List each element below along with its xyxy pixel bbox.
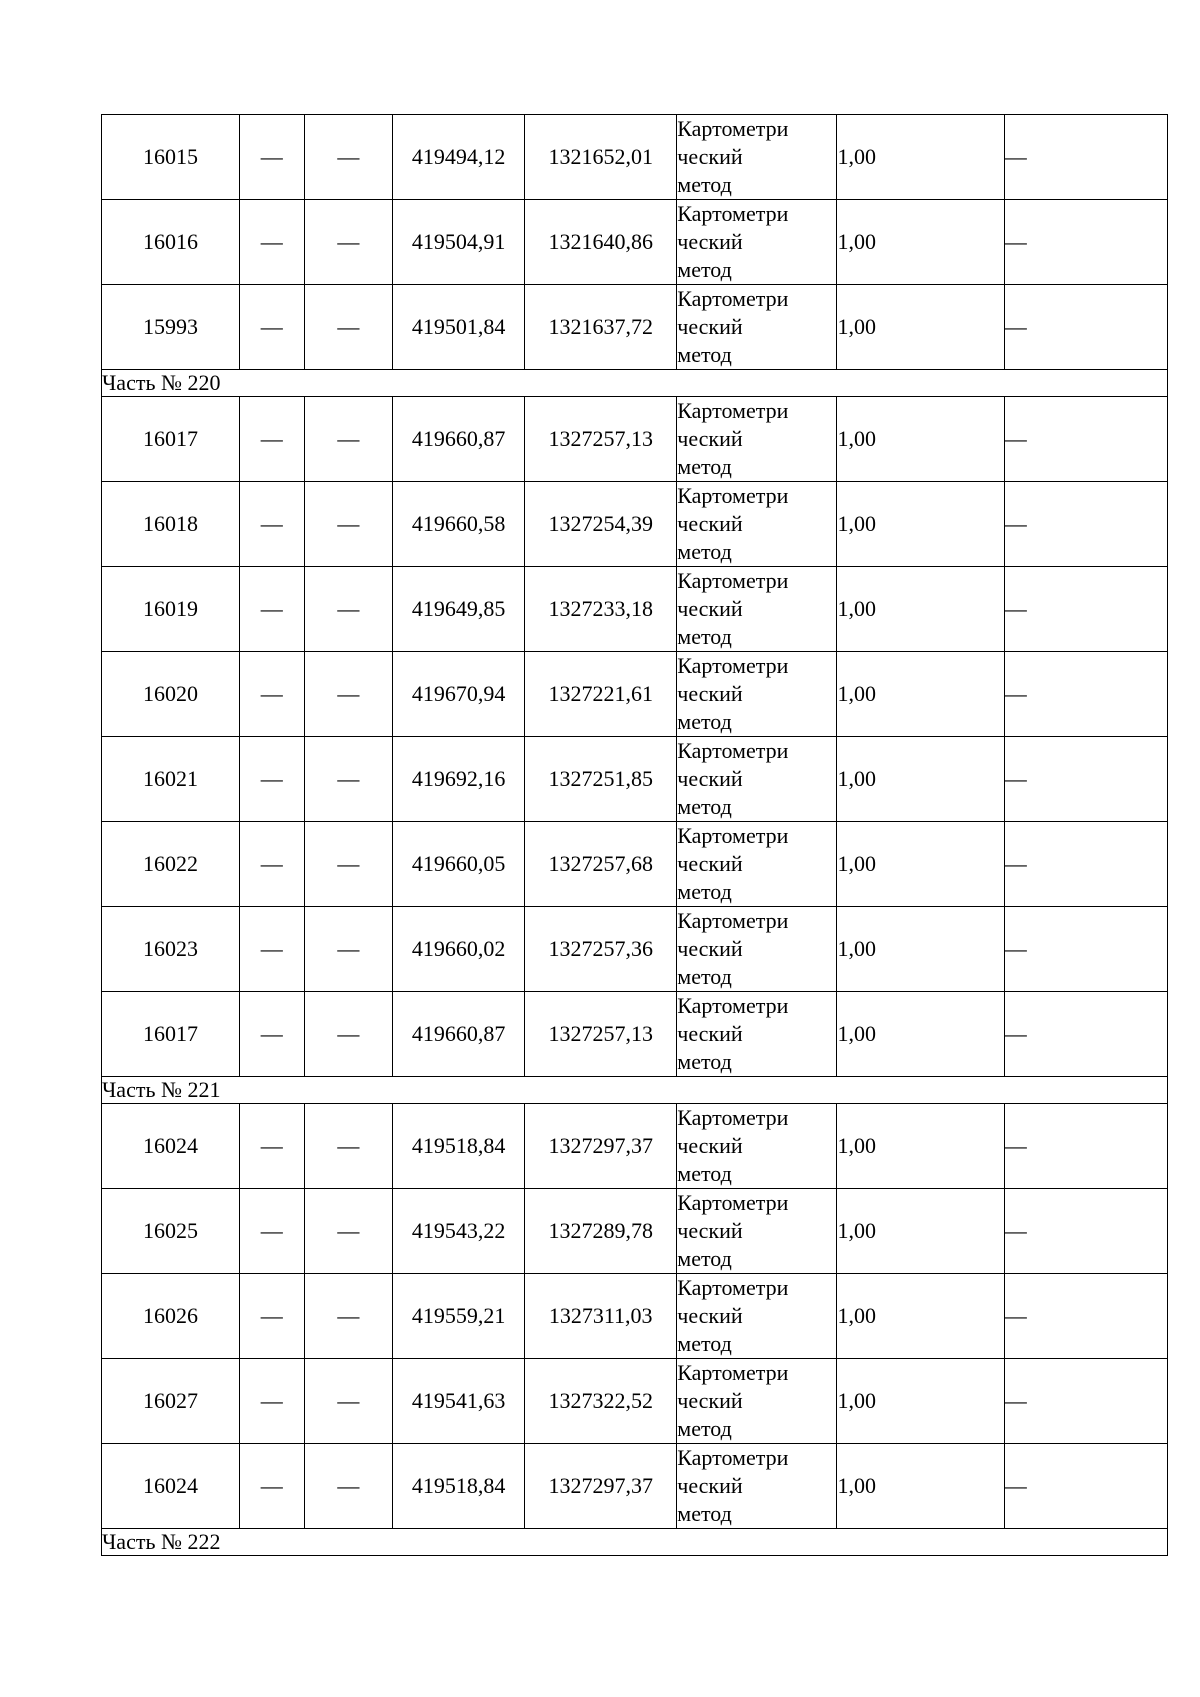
point-number: 16016 bbox=[102, 200, 240, 285]
coord-y: 1327289,78 bbox=[525, 1189, 677, 1274]
method-text: метод bbox=[677, 964, 732, 989]
empty-y-cell: — bbox=[304, 1359, 393, 1444]
empty-y-cell: — bbox=[304, 652, 393, 737]
method-text: метод bbox=[677, 257, 732, 282]
method-cell bbox=[677, 907, 837, 992]
description-cell: — bbox=[1004, 115, 1167, 200]
method-cell bbox=[677, 822, 837, 907]
empty-y-cell: — bbox=[304, 907, 393, 992]
coord-y: 1321640,86 bbox=[525, 200, 677, 285]
empty-x-cell: — bbox=[240, 1104, 304, 1189]
method-text: метод bbox=[677, 879, 732, 904]
description-cell: — bbox=[1004, 1104, 1167, 1189]
precision-value: 1,00 bbox=[837, 1104, 1004, 1189]
table-row bbox=[102, 1274, 1168, 1359]
table-row bbox=[102, 115, 1168, 200]
point-number: 16018 bbox=[102, 482, 240, 567]
coord-y: 1321637,72 bbox=[525, 285, 677, 370]
empty-x-cell: — bbox=[240, 397, 304, 482]
coord-x: 419559,21 bbox=[393, 1274, 525, 1359]
description-cell: — bbox=[1004, 822, 1167, 907]
method-text: метод bbox=[677, 709, 732, 734]
description-cell: — bbox=[1004, 1444, 1167, 1529]
part-label: Часть № 222 bbox=[102, 1529, 1168, 1556]
precision-value: 1,00 bbox=[837, 1444, 1004, 1529]
coord-y: 1327257,68 bbox=[525, 822, 677, 907]
coord-x: 419660,02 bbox=[393, 907, 525, 992]
empty-x-cell: — bbox=[240, 482, 304, 567]
precision-value: 1,00 bbox=[837, 285, 1004, 370]
point-number: 16020 bbox=[102, 652, 240, 737]
empty-x-cell: — bbox=[240, 652, 304, 737]
method-text: ческий bbox=[677, 229, 743, 254]
coord-x: 419660,87 bbox=[393, 992, 525, 1077]
empty-y-cell: — bbox=[304, 737, 393, 822]
method-text: ческий bbox=[677, 314, 743, 339]
method-cell bbox=[677, 1274, 837, 1359]
table-row bbox=[102, 1444, 1168, 1529]
coord-x: 419541,63 bbox=[393, 1359, 525, 1444]
description-cell: — bbox=[1004, 567, 1167, 652]
method-cell bbox=[677, 1189, 837, 1274]
coord-x: 419660,05 bbox=[393, 822, 525, 907]
method-text: ческий bbox=[677, 1303, 743, 1328]
coord-x: 419660,87 bbox=[393, 397, 525, 482]
coord-y: 1327233,18 bbox=[525, 567, 677, 652]
method-text: ческий bbox=[677, 144, 743, 169]
table-row bbox=[102, 567, 1168, 652]
point-number: 16017 bbox=[102, 992, 240, 1077]
description-cell: — bbox=[1004, 397, 1167, 482]
method-text: метод bbox=[677, 1501, 732, 1526]
precision-value: 1,00 bbox=[837, 1189, 1004, 1274]
method-text: метод bbox=[677, 342, 732, 367]
method-text: метод bbox=[677, 1331, 732, 1356]
empty-y-cell: — bbox=[304, 200, 393, 285]
method-text: Картометри bbox=[677, 1105, 789, 1130]
coord-x: 419660,58 bbox=[393, 482, 525, 567]
method-text: Картометри bbox=[677, 116, 789, 141]
point-number: 16024 bbox=[102, 1104, 240, 1189]
empty-y-cell: — bbox=[304, 992, 393, 1077]
empty-y-cell: — bbox=[304, 1189, 393, 1274]
precision-value: 1,00 bbox=[837, 1359, 1004, 1444]
description-cell: — bbox=[1004, 737, 1167, 822]
coord-x: 419543,22 bbox=[393, 1189, 525, 1274]
coord-y: 1327257,36 bbox=[525, 907, 677, 992]
empty-x-cell: — bbox=[240, 907, 304, 992]
table-row bbox=[102, 482, 1168, 567]
empty-y-cell: — bbox=[304, 1104, 393, 1189]
table-row bbox=[102, 285, 1168, 370]
point-number: 16021 bbox=[102, 737, 240, 822]
table-row bbox=[102, 200, 1168, 285]
table-row bbox=[102, 1189, 1168, 1274]
method-text: Картометри bbox=[677, 738, 789, 763]
method-text: ческий bbox=[677, 511, 743, 536]
method-text: метод bbox=[677, 539, 732, 564]
method-text: Картометри bbox=[677, 1445, 789, 1470]
point-number: 16022 bbox=[102, 822, 240, 907]
part-header-row bbox=[102, 1529, 1168, 1556]
method-cell bbox=[677, 200, 837, 285]
coord-y: 1327297,37 bbox=[525, 1444, 677, 1529]
method-text: метод bbox=[677, 1049, 732, 1074]
empty-x-cell: — bbox=[240, 1359, 304, 1444]
method-cell bbox=[677, 285, 837, 370]
method-text: метод bbox=[677, 794, 732, 819]
coord-y: 1327311,03 bbox=[525, 1274, 677, 1359]
method-text: метод bbox=[677, 454, 732, 479]
method-text: Картометри bbox=[677, 483, 789, 508]
table-row bbox=[102, 907, 1168, 992]
empty-x-cell: — bbox=[240, 992, 304, 1077]
empty-x-cell: — bbox=[240, 1274, 304, 1359]
precision-value: 1,00 bbox=[837, 200, 1004, 285]
point-number: 16024 bbox=[102, 1444, 240, 1529]
coord-y: 1327257,13 bbox=[525, 992, 677, 1077]
coord-x: 419504,91 bbox=[393, 200, 525, 285]
method-text: ческий bbox=[677, 1473, 743, 1498]
method-text: ческий bbox=[677, 681, 743, 706]
method-text: Картометри bbox=[677, 398, 789, 423]
coord-x: 419501,84 bbox=[393, 285, 525, 370]
coordinates-table bbox=[101, 114, 1168, 1556]
empty-y-cell: — bbox=[304, 1274, 393, 1359]
precision-value: 1,00 bbox=[837, 737, 1004, 822]
method-text: ческий bbox=[677, 426, 743, 451]
method-cell bbox=[677, 652, 837, 737]
table-row bbox=[102, 1104, 1168, 1189]
empty-x-cell: — bbox=[240, 115, 304, 200]
description-cell: — bbox=[1004, 907, 1167, 992]
empty-y-cell: — bbox=[304, 822, 393, 907]
precision-value: 1,00 bbox=[837, 397, 1004, 482]
method-text: ческий bbox=[677, 596, 743, 621]
method-text: метод bbox=[677, 624, 732, 649]
method-text: Картометри bbox=[677, 1275, 789, 1300]
coord-x: 419692,16 bbox=[393, 737, 525, 822]
part-header-row bbox=[102, 1077, 1168, 1104]
description-cell: — bbox=[1004, 200, 1167, 285]
precision-value: 1,00 bbox=[837, 482, 1004, 567]
method-text: Картометри bbox=[677, 653, 789, 678]
method-cell bbox=[677, 1104, 837, 1189]
method-text: Картометри bbox=[677, 568, 789, 593]
empty-y-cell: — bbox=[304, 115, 393, 200]
coord-x: 419649,85 bbox=[393, 567, 525, 652]
method-cell bbox=[677, 1359, 837, 1444]
empty-x-cell: — bbox=[240, 1444, 304, 1529]
method-text: Картометри bbox=[677, 201, 789, 226]
coord-y: 1327221,61 bbox=[525, 652, 677, 737]
precision-value: 1,00 bbox=[837, 567, 1004, 652]
empty-y-cell: — bbox=[304, 397, 393, 482]
coord-x: 419518,84 bbox=[393, 1104, 525, 1189]
table-row bbox=[102, 737, 1168, 822]
method-text: метод bbox=[677, 1416, 732, 1441]
point-number: 16019 bbox=[102, 567, 240, 652]
empty-y-cell: — bbox=[304, 1444, 393, 1529]
method-cell bbox=[677, 737, 837, 822]
empty-y-cell: — bbox=[304, 285, 393, 370]
description-cell: — bbox=[1004, 652, 1167, 737]
coord-y: 1327251,85 bbox=[525, 737, 677, 822]
method-text: метод bbox=[677, 172, 732, 197]
coord-x: 419670,94 bbox=[393, 652, 525, 737]
coord-y: 1321652,01 bbox=[525, 115, 677, 200]
empty-x-cell: — bbox=[240, 737, 304, 822]
point-number: 16025 bbox=[102, 1189, 240, 1274]
method-text: ческий bbox=[677, 1021, 743, 1046]
precision-value: 1,00 bbox=[837, 115, 1004, 200]
method-text: ческий bbox=[677, 851, 743, 876]
coord-y: 1327322,52 bbox=[525, 1359, 677, 1444]
method-text: Картометри bbox=[677, 908, 789, 933]
method-text: Картометри bbox=[677, 1190, 789, 1215]
method-text: ческий bbox=[677, 936, 743, 961]
table-row bbox=[102, 652, 1168, 737]
method-text: ческий bbox=[677, 1388, 743, 1413]
coord-y: 1327257,13 bbox=[525, 397, 677, 482]
precision-value: 1,00 bbox=[837, 652, 1004, 737]
method-text: метод bbox=[677, 1246, 732, 1271]
part-label: Часть № 221 bbox=[102, 1077, 1168, 1104]
part-header-row bbox=[102, 370, 1168, 397]
empty-y-cell: — bbox=[304, 482, 393, 567]
precision-value: 1,00 bbox=[837, 907, 1004, 992]
precision-value: 1,00 bbox=[837, 992, 1004, 1077]
method-cell bbox=[677, 1444, 837, 1529]
point-number: 15993 bbox=[102, 285, 240, 370]
description-cell: — bbox=[1004, 1359, 1167, 1444]
method-text: Картометри bbox=[677, 823, 789, 848]
table-row bbox=[102, 992, 1168, 1077]
point-number: 16017 bbox=[102, 397, 240, 482]
empty-x-cell: — bbox=[240, 567, 304, 652]
description-cell: — bbox=[1004, 992, 1167, 1077]
method-text: ческий bbox=[677, 766, 743, 791]
table-row bbox=[102, 397, 1168, 482]
part-label: Часть № 220 bbox=[102, 370, 1168, 397]
table-row bbox=[102, 1359, 1168, 1444]
point-number: 16015 bbox=[102, 115, 240, 200]
empty-x-cell: — bbox=[240, 1189, 304, 1274]
coord-y: 1327297,37 bbox=[525, 1104, 677, 1189]
coord-x: 419494,12 bbox=[393, 115, 525, 200]
method-cell bbox=[677, 397, 837, 482]
precision-value: 1,00 bbox=[837, 1274, 1004, 1359]
method-text: ческий bbox=[677, 1133, 743, 1158]
method-text: Картометри bbox=[677, 286, 789, 311]
empty-y-cell: — bbox=[304, 567, 393, 652]
point-number: 16026 bbox=[102, 1274, 240, 1359]
empty-x-cell: — bbox=[240, 200, 304, 285]
coord-x: 419518,84 bbox=[393, 1444, 525, 1529]
point-number: 16027 bbox=[102, 1359, 240, 1444]
point-number: 16023 bbox=[102, 907, 240, 992]
description-cell: — bbox=[1004, 1189, 1167, 1274]
description-cell: — bbox=[1004, 285, 1167, 370]
precision-value: 1,00 bbox=[837, 822, 1004, 907]
coord-y: 1327254,39 bbox=[525, 482, 677, 567]
method-cell bbox=[677, 992, 837, 1077]
empty-x-cell: — bbox=[240, 285, 304, 370]
method-cell bbox=[677, 115, 837, 200]
method-cell bbox=[677, 567, 837, 652]
table-row bbox=[102, 822, 1168, 907]
method-text: Картометри bbox=[677, 993, 789, 1018]
method-cell bbox=[677, 482, 837, 567]
method-text: Картометри bbox=[677, 1360, 789, 1385]
method-text: ческий bbox=[677, 1218, 743, 1243]
method-text: метод bbox=[677, 1161, 732, 1186]
description-cell: — bbox=[1004, 1274, 1167, 1359]
empty-x-cell: — bbox=[240, 822, 304, 907]
description-cell: — bbox=[1004, 482, 1167, 567]
